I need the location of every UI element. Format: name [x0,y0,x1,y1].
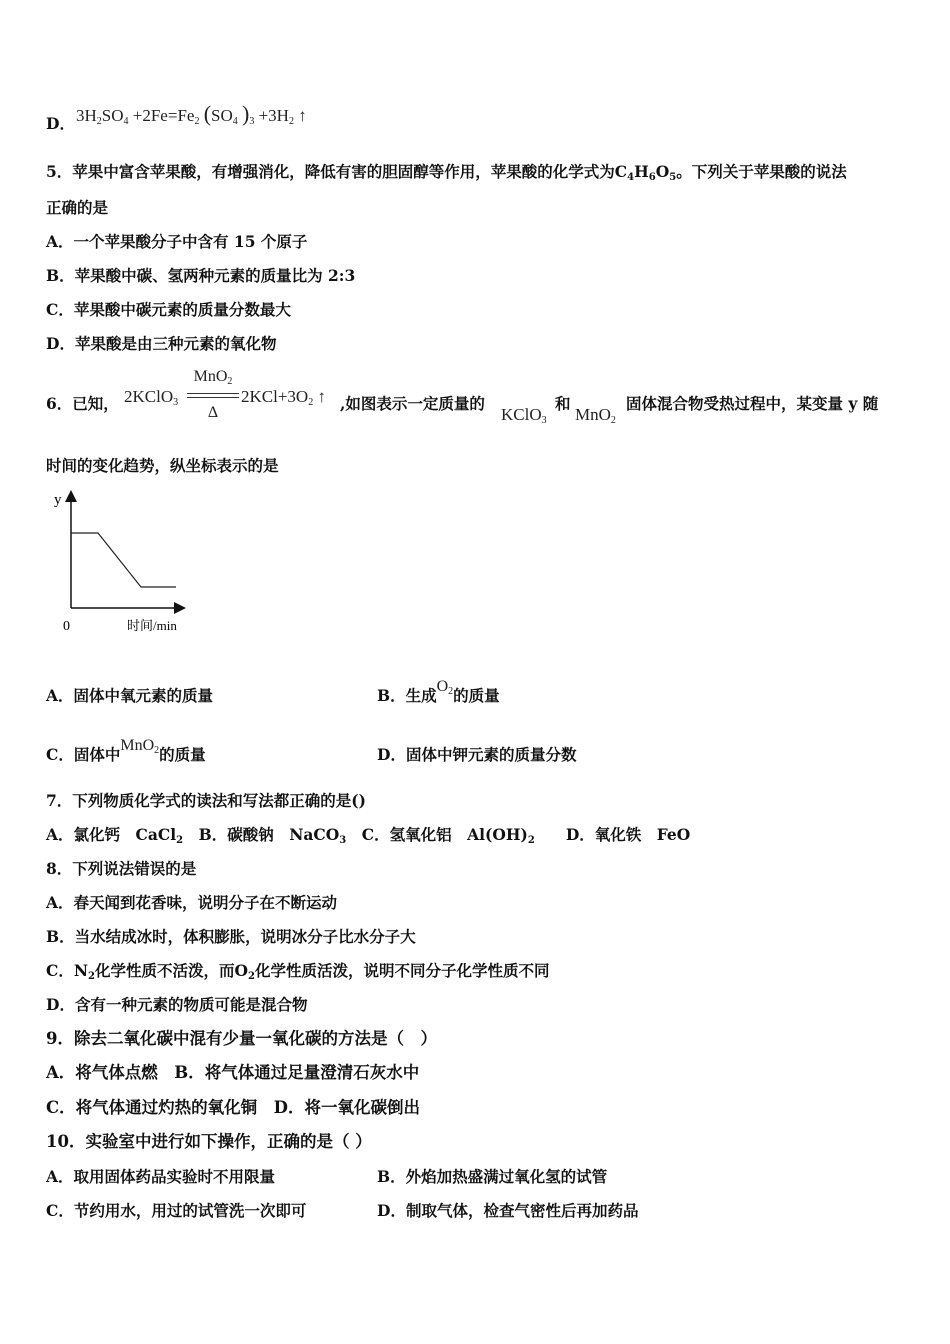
q6-option-c-formula: MnO$_2$ [120,737,160,756]
q10-option-a: A．取用固体药品实验时不用限量 [46,1167,276,1186]
q6-stem-c: 固体混合物受热过程中，某变量 y 随 [626,394,879,413]
q5-stem-line2: 正确的是 [46,198,109,217]
q6-graph-x-label: 时间/min [127,618,177,633]
q7-option-c: C．氢氧化铝 $Al(OH)_2$ [361,825,535,846]
q6-eq-catalyst: MnO$_2$ [193,368,233,387]
q9-stem: 9．除去二氧化碳中混有少量一氧化碳的方法是（ ） [46,1029,437,1048]
q7-option-b: B．碳酸钠 NaCO$_3$ [198,825,347,846]
q6-stem-line2: 时间的变化趋势，纵坐标表示的是 [46,456,279,475]
q8-option-c: C．$N_2$化学性质不活泼，而$O_2$化学性质活泼，说明不同分子化学性质不同 [46,961,550,982]
q7-stem: 7．下列物质化学式的读法和写法都正确的是() [46,791,366,810]
q8-option-d: D．含有一种元素的物质可能是混合物 [46,995,308,1014]
q5-stem: 5．苹果中富含苹果酸，有增强消化，降低有害的胆固醇等作用，苹果酸的化学式为$C_4H_6O_5$。下列关于苹果酸的说法 [46,162,847,183]
q5-option-b: B．苹果酸中碳、氢两种元素的质量比为 2:3 [46,266,356,285]
q5-option-a: A．一个苹果酸分子中含有 15 个原子 [46,232,308,251]
q8-option-b: B．当水结成冰时，体积膨胀，说明冰分子比水分子大 [46,927,416,946]
q8-option-a: A．春天闻到花香味，说明分子在不断运动 [46,893,338,912]
q7-option-d: D．氧化铁 FeO [565,825,691,844]
q6-eq-left: 2KClO$_3$ [124,387,179,408]
q10-option-d: D．制取气体，检查气密性后再加药品 [377,1201,639,1220]
q6-option-a: A．固体中氧元素的质量 [46,686,214,705]
q6-graph-y-label: y [54,492,62,508]
q6-and: 和 [555,394,571,413]
q6-mno2: MnO$_2$ [575,405,616,426]
q6-eq-bar-bottom [187,397,239,398]
q6-option-c: C．固体中MnO$_2$的质量 [46,737,206,764]
q6-eq-bar-top [187,393,239,394]
q6-eq-heat: Δ [207,404,219,421]
q8-stem: 8．下列说法错误的是 [46,859,197,878]
q6-graph [46,486,206,638]
q6-stem-b: ,如图表示一定质量的 [340,394,485,413]
q6-kclo3: KClO$_3$ [501,405,547,426]
q10-option-b: B．外焰加热盛满过氧化氢的试管 [377,1167,608,1186]
q6-option-b-formula: $O_2$ [436,678,454,697]
q6-graph-origin: 0 [63,619,70,634]
q4-option-d-formula: $3H_2SO_4 +2Fe=Fe_2$ ($SO_4$ )$_3 +3H_2$ ↑ [76,101,307,127]
q5-option-c: C．苹果酸中碳元素的质量分数最大 [46,300,291,319]
q6-eq-right: $2KCl+3O_2$ ↑ [241,387,326,408]
q10-option-c: C．节约用水，用过的试管洗一次即可 [46,1201,307,1220]
q9-options-ab: A．将气体点燃 B．将气体通过足量澄清石灰水中 [46,1063,420,1082]
q4-option-d-label: D． [46,114,75,133]
q7-option-a: A．氯化钙 CaCl$_2$ [46,825,184,846]
q6-stem-a: 6．已知， [46,394,119,413]
q6-graph-curve [71,533,176,587]
q6-option-b: B．生成$O_2$的质量 [377,678,500,705]
q5-formula: $C_4H_6O_5$ [614,162,677,183]
q6-option-d: D．固体中钾元素的质量分数 [377,745,577,764]
q5-option-d: D．苹果酸是由三种元素的氧化物 [46,334,277,353]
q7-options [46,825,690,851]
q10-stem: 10．实验室中进行如下操作，正确的是（ ） [46,1132,372,1151]
q9-options-cd: C．将气体通过灼热的氧化铜 D．将一氧化碳倒出 [46,1098,420,1117]
